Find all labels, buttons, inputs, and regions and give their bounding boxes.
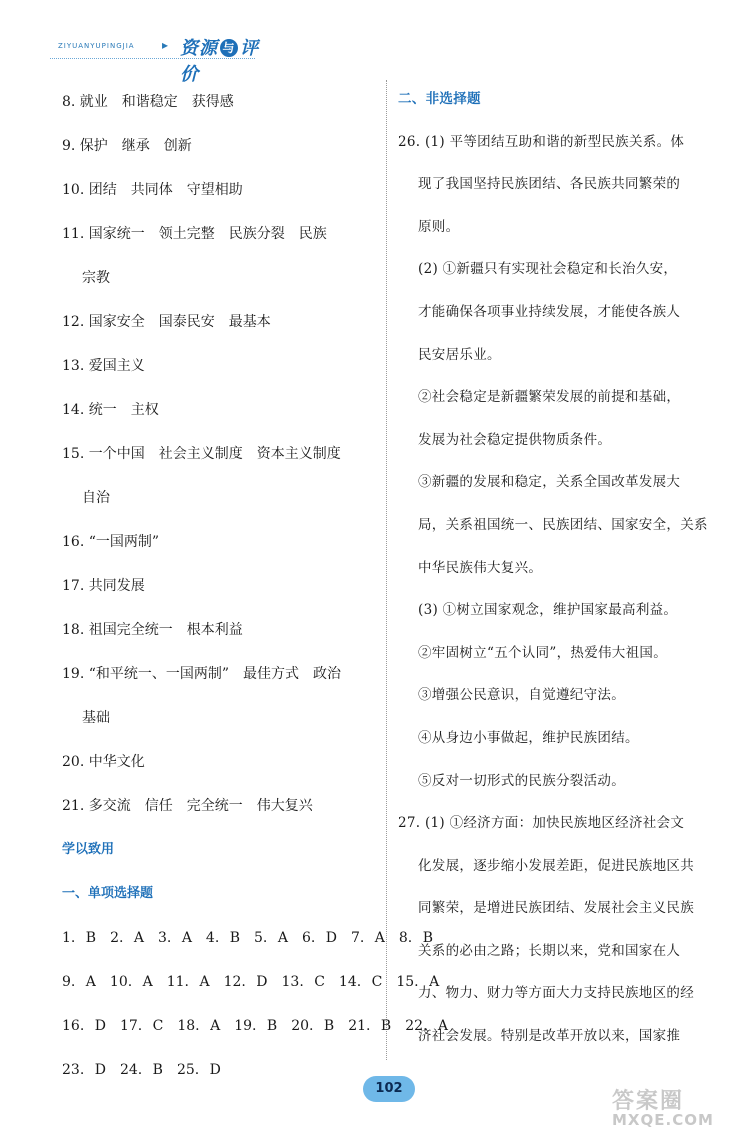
answer-line: 19. “和平统一、一国两制” 最佳方式 政治: [62, 666, 342, 682]
answer-line: 基础: [82, 710, 110, 726]
answer-line: ②牢固树立“五个认同”，热爱伟大祖国。: [418, 644, 668, 661]
answer-line: 9. 保护 继承 创新: [62, 138, 192, 154]
mc-answer-row: 1. B 2. A 3. A 4. B 5. A 6. D 7. A 8. B: [62, 930, 433, 946]
section-heading-apply: 学以致用: [62, 842, 115, 857]
answer-line: 14. 统一 主权: [62, 402, 159, 418]
section-heading-non-choice: 二、非选择题: [398, 91, 481, 107]
answer-line: 发展为社会稳定提供物质条件。: [418, 431, 612, 448]
answer-line: 16. “一国两制”: [62, 534, 160, 550]
answer-line: 27. (1) ①经济方面：加快民族地区经济社会文: [398, 815, 685, 832]
right-column: [398, 78, 710, 1058]
answer-line: 11. 国家统一 领土完整 民族分裂 民族: [62, 226, 327, 242]
answer-line: ⑤反对一切形式的民族分裂活动。: [418, 772, 625, 789]
header-title-a: 资源: [180, 38, 218, 59]
answer-line: 自治: [82, 490, 110, 506]
answer-line: 局，关系祖国统一、民族团结、国家安全，关系: [418, 516, 708, 533]
watermark-line1: 答案圈: [612, 1089, 685, 1114]
header-title: [180, 34, 270, 86]
answer-line: 济社会发展。特别是改革开放以来，国家推: [418, 1028, 681, 1045]
answer-line: 关系的必由之路；长期以来，党和国家在人: [418, 942, 681, 959]
answer-line: 同繁荣，是增进民族团结、发展社会主义民族: [418, 900, 694, 917]
answer-line: 化发展，逐步缩小发展差距，促进民族地区共: [418, 857, 694, 874]
answer-line: ②社会稳定是新疆繁荣发展的前提和基础，: [418, 389, 681, 406]
answer-line: 18. 祖国完全统一 根本利益: [62, 622, 243, 638]
answer-line: 才能确保各项事业持续发展，才能使各族人: [418, 303, 681, 320]
answer-line: 12. 国家安全 国泰民安 最基本: [62, 314, 271, 330]
arrow-icon: ▸: [162, 38, 169, 52]
answer-line: 17. 共同发展: [62, 578, 145, 594]
mc-answer-row: 9. A 10. A 11. A 12. D 13. C 14. C 15. A: [62, 974, 440, 990]
header-title-yu: 与: [220, 39, 238, 57]
book-header: [50, 28, 270, 85]
section-heading-single-choice: 一、单项选择题: [62, 886, 154, 901]
answer-line: 现了我国坚持民族团结、各民族共同繁荣的: [418, 176, 681, 193]
answer-line: 13. 爱国主义: [62, 358, 145, 374]
answer-line: ③新疆的发展和稳定，关系全国改革发展大: [418, 474, 681, 491]
answer-line: ④从身边小事做起，维护民族团结。: [418, 729, 639, 746]
answer-line: ③增强公民意识，自觉遵纪守法。: [418, 687, 625, 704]
mc-answer-row: 16. D 17. C 18. A 19. B 20. B 21. B 22. A: [62, 1018, 449, 1034]
header-pinyin: ZIYUANYUPINGJIA: [58, 42, 135, 50]
column-divider: [386, 80, 387, 1060]
answer-line: 原则。: [418, 218, 460, 235]
answer-line: (2) ①新疆只有实现社会稳定和长治久安，: [418, 261, 678, 278]
answer-line: 宗教: [82, 270, 110, 286]
answer-line: 20. 中华文化: [62, 754, 145, 770]
answer-line: 中华民族伟大复兴。: [418, 559, 543, 576]
answer-line: 21. 多交流 信任 完全统一 伟大复兴: [62, 798, 313, 814]
answer-line: (3) ①树立国家观念，维护国家最高利益。: [418, 602, 678, 619]
answer-line: 民安居乐业。: [418, 346, 501, 363]
answer-line: 15. 一个中国 社会主义制度 资本主义制度: [62, 446, 341, 462]
header-rule: [50, 58, 255, 59]
answer-line: 26. (1) 平等团结互助和谐的新型民族关系。体: [398, 133, 685, 150]
page-number: 102: [363, 1076, 415, 1102]
answer-line: 8. 就业 和谐稳定 获得感: [62, 94, 234, 110]
header-title-b: 评价: [180, 38, 259, 85]
answer-line: 10. 团结 共同体 守望相助: [62, 182, 243, 198]
watermark: [612, 1084, 742, 1129]
mc-answer-row: 23. D 24. B 25. D: [62, 1062, 221, 1078]
watermark-line2: MXQE.COM: [612, 1111, 714, 1129]
answer-line: 力、物力、财力等方面大力支持民族地区的经: [418, 985, 694, 1002]
